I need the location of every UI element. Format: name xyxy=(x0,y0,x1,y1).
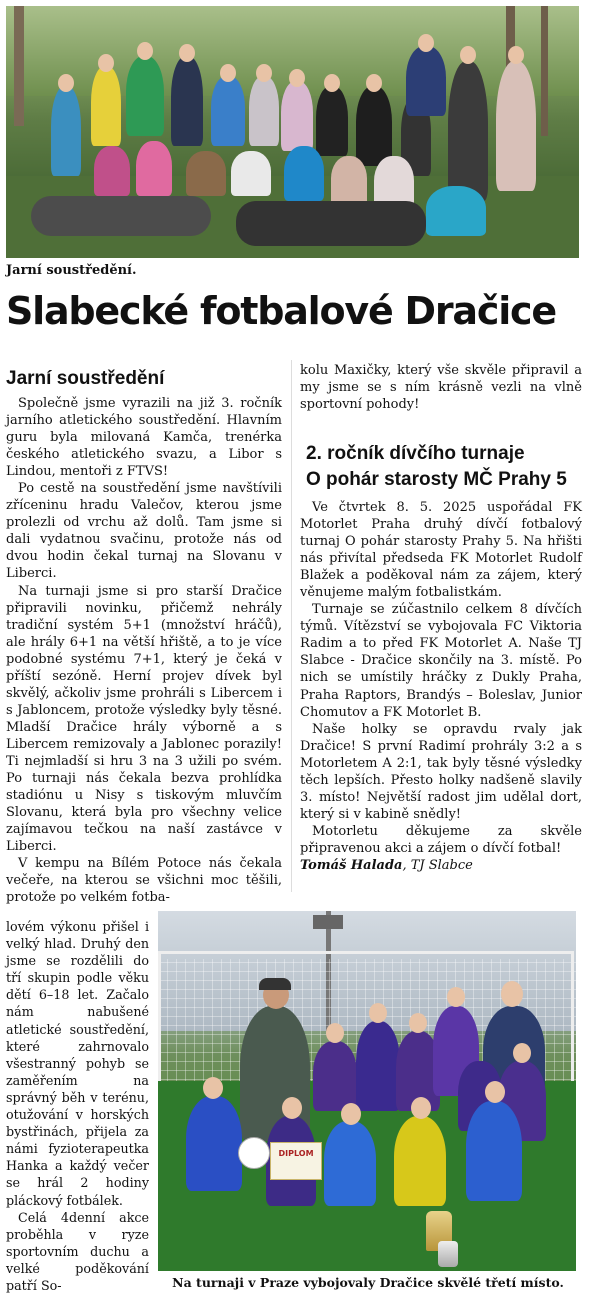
article-headline: Slabecké fotbalové Dračice xyxy=(6,289,556,333)
diploma xyxy=(270,1142,322,1180)
section1-paragraph: Společně jsme vyrazili na již 3. ročník jarního atletického soustředění. Hlavním guru byla milovaná Kamča, trenérka českého atletického svazu, a Libor s Lindou, mentoři z FTVS! xyxy=(6,396,282,480)
section1-title: Jarní soustředění xyxy=(6,368,165,389)
section1-paragraph: Po cestě na soustředění jsme navštívili zříceninu hradu Valečov, kterou jsme prolezli od vrchu až dolů. Tam jsme si dali vydatnou svačinu, protože nás od dvou hodin čekal turnaj na Slovanu v Liberci. xyxy=(6,481,282,582)
section2-paragraph: Ve čtvrtek 8. 5. 2025 uspořádal FK Motorlet Praha druhý dívčí fotbalový turnaj O pohár starosty Prahy 5. Na hřišti nás přivítal předseda FK Motorlet Rudolf Blažek a poděkoval nám za zájem, který věnujeme malým fotbalistkám. xyxy=(300,500,582,601)
section1-continued xyxy=(300,362,582,413)
trophy-icon xyxy=(438,1241,458,1267)
team-medal-photo xyxy=(158,911,576,1271)
camp-group-photo xyxy=(6,6,579,258)
section1-body xyxy=(6,395,282,906)
section2-paragraph: Naše holky se opravdu rvaly jak Dračice! S první Radimí prohrály 3:2 a s Motorletem A 2:1, tak byly těsné výsledky těch lepších. Přesto holky nadšeně slavily 3. místo! Největší radost jim udělal dort, který si v kabině snědly! xyxy=(300,721,582,822)
section1-body-narrow xyxy=(6,918,149,1294)
section2-paragraph: Turnaje se zúčastnilo celkem 8 dívčích týmů. Vítězství se vybojovala FC Viktoria Radim a to před FK Motorlet A. Naše TJ Slabce - Dračice skončily na 3. místě. Po nich se umístily hráčky z Dukly Praha, Praha Raptors, Brandýs – Boleslav, Junior Chomutov a FK Motorlet B. xyxy=(300,602,582,720)
section2-title-line2: O pohár starosty MČ Prahy 5 xyxy=(306,469,567,490)
section2-title-line1: 2. ročník dívčího turnaje xyxy=(306,443,525,464)
section1-paragraph: Na turnaji jsme si pro starší Dračice připravili novinku, přičemž nehrály tradiční systém 5+1 (množství hráčů), ale hrály 6+1 na větší hřiště, a to je více podobné systému 7+1, který je čeká v příští sezóně. Herní projev dívek byl skvělý, ačkoliv jsme prohráli s Libercem i s Jabloncem, protože výsledky byly těsné. Mladší Dračice hrály výborně a s Libercem remizovaly a Jablonec porazily! Ti nejmladší si hru 3 na 3 užili po svém. Po turnaji nás čekala bezva prohlídka stadiónu u Nisy s tiskovým mluvčím Slovanu, která byla pro všechny velice zajímavou tečkou na naší zastávce v Liberci. xyxy=(6,583,282,855)
section2-paragraph: Motorletu děkujeme za skvěle připravenou akci a zájem o dívčí fotbal! xyxy=(300,823,582,856)
author-name: Tomáš Halada xyxy=(300,857,403,873)
author-signature xyxy=(300,857,582,874)
section2-body xyxy=(300,499,582,874)
diploma-label: DIPLOM xyxy=(278,1149,314,1158)
section1-paragraph: lovém výkonu přišel i velký hlad. Druhý den jsme se rozdělili do tří skupin podle věku dětí 6–18 let. Začalo nám nabušené atletické soustředění, které zahrnovalo všestranný pohyb se zaměřením na správný běh v terénu, otužování v horských bystřinách, přijela za námi fyzioterapeutka Hanka a každý večer se hrál 2 hodiny pláckový fotbálek. xyxy=(6,919,149,1208)
football xyxy=(238,1137,270,1169)
column-divider xyxy=(291,360,292,892)
section1-paragraph: kolu Maxičky, který vše skvěle připravil a my jsme se s ním krásně vezli na vlně sportovní pohody! xyxy=(300,363,582,413)
photo1-caption: Jarní soustředění. xyxy=(6,263,137,278)
section1-paragraph: Celá 4denní akce proběhla v ryze sportovním duchu a velké poděkování patří So- xyxy=(6,1209,149,1293)
section1-paragraph: V kempu na Bílém Potoce nás čekala večeře, na kterou se všichni moc těšili, protože po velkém fotba- xyxy=(6,856,282,906)
photo2-caption: Na turnaji v Praze vybojovaly Dračice skvělé třetí místo. xyxy=(172,1275,564,1290)
author-org: , TJ Slabce xyxy=(402,857,473,873)
